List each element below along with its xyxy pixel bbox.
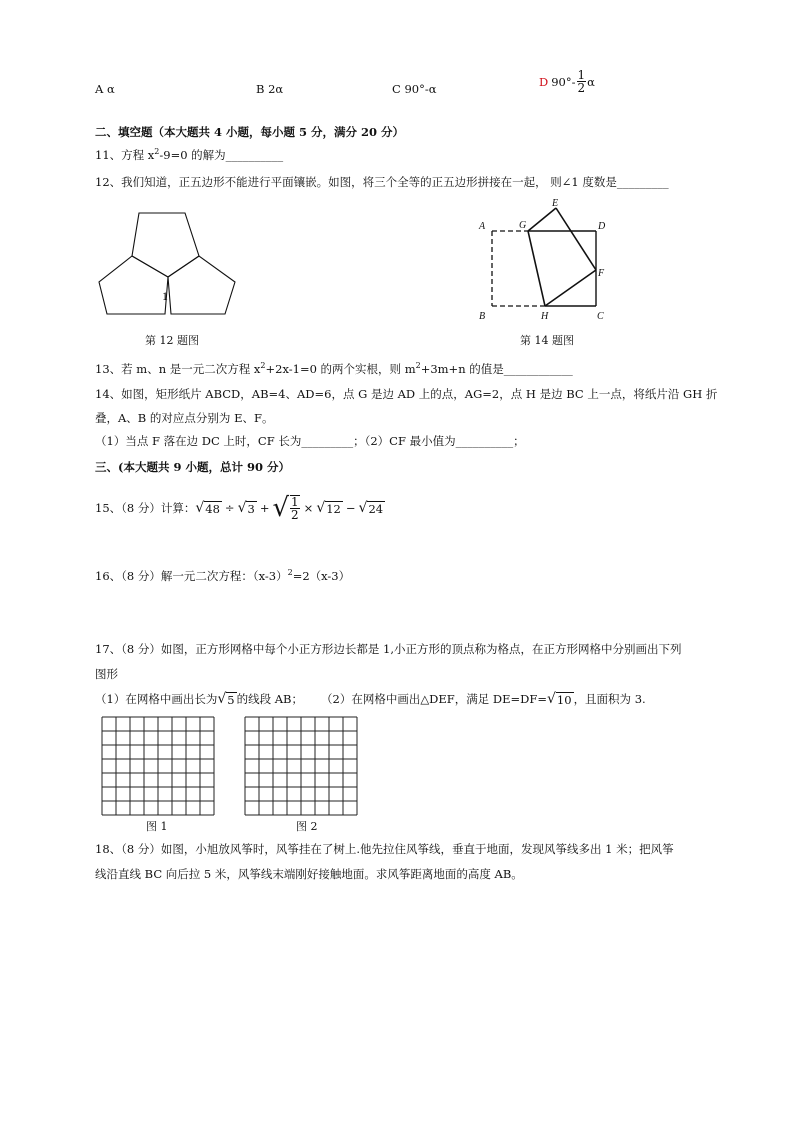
fraction-denominator: 2: [577, 81, 586, 95]
q17-part2-radicand: 10: [556, 692, 572, 707]
label-C: C: [597, 311, 604, 322]
fraction-numerator: 1: [577, 68, 586, 82]
figure-12-caption: 第 12 题图: [145, 334, 199, 347]
option-d-letter: D: [539, 74, 549, 89]
question-17-line-1: 17、（8 分）如图，正方形网格中每个小正方形边长都是 1,小正方形的顶点称为格点，在正方形网格中分别画出下列: [95, 642, 682, 656]
label-E: E: [552, 198, 559, 209]
q16-text-pre: 16、（8 分）解一元二次方程：（x-3）: [95, 569, 288, 583]
sqrt-sign-icon: √: [316, 500, 326, 516]
question-17-parts: [95, 691, 646, 707]
q13-text-2: +2x-1=0 的两个实根，则 m: [265, 362, 416, 376]
grid-figure-1-caption: 图 1: [146, 820, 168, 833]
sqrt-sign-icon: √: [358, 500, 368, 516]
edge-GE: [528, 208, 556, 231]
question-16: [95, 568, 350, 584]
section3-heading: 三、(本大题共 9 小题，总计 90 分）: [95, 460, 290, 474]
q13-text-3: +3m+n 的值是____________: [420, 362, 573, 376]
q17-part1-post: 的线段 AB；: [236, 692, 303, 706]
fold-line-GH: [528, 231, 545, 306]
q15-fraction: [290, 495, 300, 521]
label-B: B: [479, 311, 486, 322]
option-d: [539, 69, 595, 94]
q11-text-pre: 11、方程 x: [95, 148, 155, 162]
grid-figure-2-caption: 图 2: [296, 820, 318, 833]
option-d-fraction: [577, 69, 587, 94]
grid-figure-2: [244, 716, 360, 816]
q13-text-1: 13、若 m、n 是一元二次方程 x: [95, 362, 261, 376]
question-11: [95, 147, 283, 163]
sqrt-sign-icon: √: [272, 493, 290, 523]
q15-radicand-1: 48: [205, 501, 220, 516]
fraction-numerator: 1: [291, 495, 299, 509]
edge-EF: [556, 208, 596, 270]
question-14-line-1: 14、如图，矩形纸片 ABCD，AB=4、AD=6，点 G 是边 AD 上的点，AG=2，点 H 是边 BC 上一点，将纸片沿 GH 折: [95, 387, 718, 401]
option-a: A α: [95, 82, 115, 96]
q13-exp-1: 2: [260, 361, 266, 370]
label-D: D: [598, 221, 606, 232]
q16-text-post: =2（x-3）: [292, 569, 351, 583]
section2-heading: 二、填空题（本大题共 4 小题，每小题 5 分，满分 20 分）: [95, 125, 405, 139]
question-15: [95, 493, 385, 523]
q13-exp-2: 2: [415, 361, 421, 370]
q11-text-post: -9=0 的解为__________: [159, 148, 284, 162]
q15-radicand-3: 12: [326, 501, 341, 516]
option-d-suffix: α: [587, 74, 595, 89]
figure-12-pentagons: [95, 208, 240, 320]
pentagon-left: [99, 256, 168, 314]
q17-part2-pre: （2）在网格中画出△DEF，满足 DE=DF=: [321, 692, 547, 706]
angle-1-label: 1: [162, 289, 168, 303]
fraction-denominator: 2: [291, 508, 299, 522]
pentagon-right: [168, 256, 235, 314]
figure-14-caption: 第 14 题图: [520, 334, 574, 347]
q15-op-3: ×: [303, 501, 314, 515]
q15-op-4: −: [345, 501, 356, 515]
q17-part1-pre: （1）在网格中画出长为: [95, 692, 218, 706]
sqrt-sign-icon: √: [217, 691, 227, 707]
q17-part1-radicand: 5: [227, 692, 235, 707]
q16-exponent: 2: [287, 568, 293, 577]
sqrt-sign-icon: √: [195, 500, 205, 516]
option-b: B 2α: [256, 82, 284, 96]
sqrt-sign-icon: √: [237, 500, 247, 516]
q15-prefix: 15、（8 分）计算：: [95, 501, 196, 515]
q15-op-2: +: [259, 501, 270, 515]
question-12: 12、我们知道，正五边形不能进行平面镶嵌。如图，将三个全等的正五边形拼接在一起， 则∠1 度数是_________: [95, 175, 669, 189]
pentagon-top: [132, 213, 199, 277]
grid-figure-1: [101, 716, 217, 816]
label-G: G: [519, 220, 527, 231]
option-d-prefix: 90°-: [551, 74, 576, 89]
question-17-line-2: 图形: [95, 667, 118, 681]
question-18-line-2: 线沿直线 BC 向后拉 5 米，风筝线末端刚好接触地面。求风筝距离地面的高度 AB。: [95, 867, 523, 881]
option-c: C 90°-α: [392, 82, 437, 96]
question-14-line-2: 叠，A、B 的对应点分别为 E、F。: [95, 411, 274, 425]
question-13: [95, 361, 573, 377]
q15-op-1: ÷: [224, 501, 235, 515]
figure-14-rectangle: [475, 195, 615, 325]
q15-radicand-2: 3: [247, 501, 255, 516]
q11-exponent: 2: [154, 147, 160, 156]
q15-radicand-4: 24: [368, 501, 384, 516]
label-H: H: [541, 311, 549, 322]
question-18-line-1: 18、（8 分）如图，小旭放风筝时，风筝挂在了树上.他先拉住风筝线，垂直于地面，发现风筝线多出 1 米；把风筝: [95, 842, 674, 856]
sqrt-sign-icon: √: [547, 691, 556, 707]
label-F: F: [598, 268, 605, 279]
question-14-line-3: （1）当点 F 落在边 DC 上时，CF 长为_________；（2）CF 最小值为__________；: [95, 434, 525, 448]
label-A: A: [479, 221, 486, 232]
q17-part2-post: ，且面积为 3.: [573, 692, 646, 706]
